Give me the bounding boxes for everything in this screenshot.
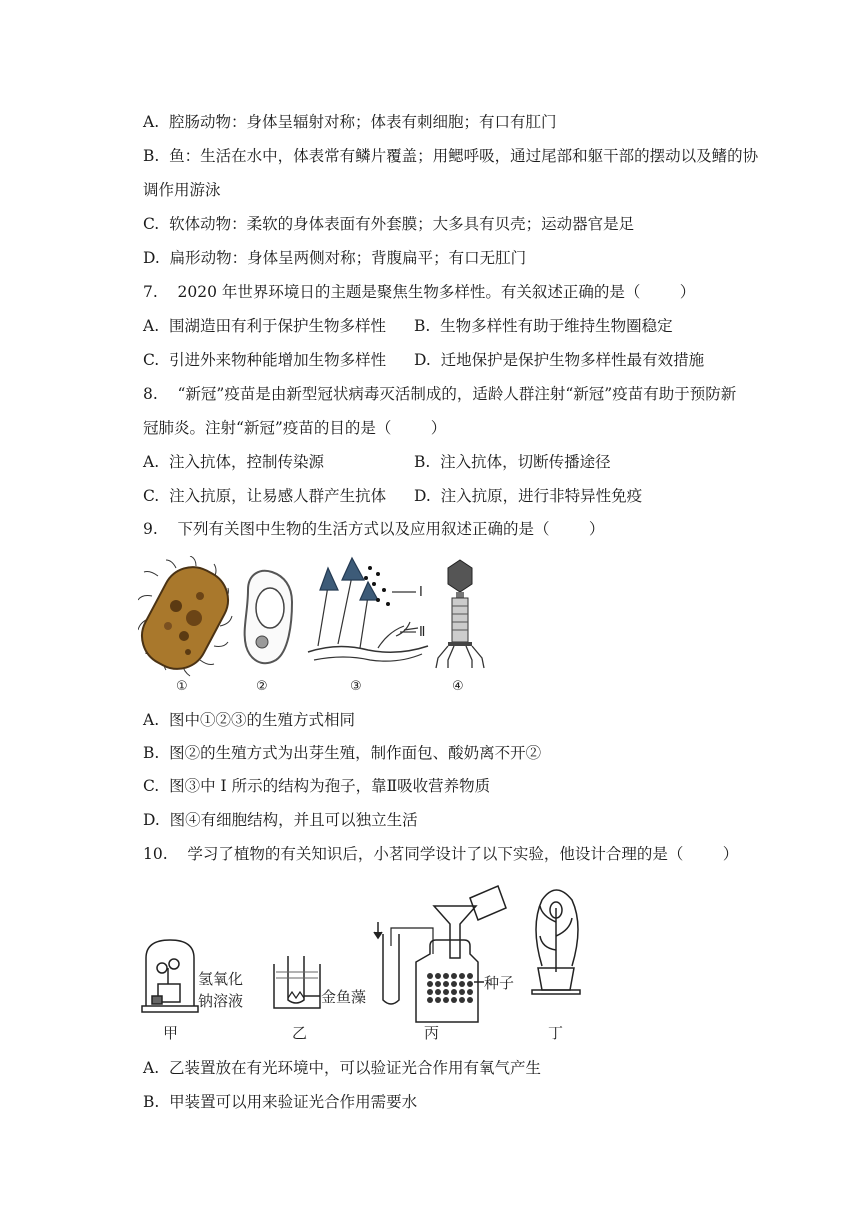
figure-label-4: ④	[452, 679, 464, 694]
q9-stem: 9. 下列有关图中生物的生活方式以及应用叙述正确的是（ ）	[143, 520, 605, 538]
q9-option-b: B. 图②的生殖方式为出芽生殖，制作面包、酸奶离不开②	[143, 744, 542, 762]
q8-option-c: C. 注入抗原，让易感人群产生抗体	[143, 487, 387, 505]
q7-option-b: B. 生物多样性有助于维持生物圈稳定	[414, 317, 673, 335]
q6-option-d: D. 扁形动物：身体呈两侧对称；背腹扁平；有口无肛门	[143, 249, 527, 267]
q7-stem: 7. 2020 年世界环境日的主题是聚焦生物多样性。有关叙述正确的是（ ）	[143, 283, 696, 301]
apparatus-bing	[374, 886, 506, 1022]
q10-option-b: B. 甲装置可以用来验证光合作用需要水	[143, 1093, 418, 1111]
q7-option-a: A. 围湖造田有利于保护生物多样性	[143, 317, 386, 335]
caption-ding: 丁	[548, 1024, 564, 1042]
q9-option-d: D. 图④有细胞结构，并且可以独立生活	[143, 811, 418, 829]
q8-option-a: A. 注入抗体，控制传染源	[143, 453, 324, 471]
mold-illustration	[308, 558, 428, 661]
caption-bing: 丙	[424, 1024, 440, 1042]
q9-option-a: A. 图中①②③的生殖方式相同	[143, 711, 355, 729]
apparatus-ding	[532, 890, 580, 994]
caption-jia: 甲	[163, 1024, 179, 1042]
apparatus-yi	[274, 956, 320, 1008]
figure-label-1: ①	[176, 679, 188, 694]
q6-option-c: C. 软体动物：柔软的身体表面有外套膜；大多具有贝壳；运动器官是足	[143, 215, 635, 233]
label-seed: 种子	[484, 974, 515, 992]
q10-option-a: A. 乙装置放在有光环境中，可以验证光合作用有氧气产生	[143, 1059, 541, 1077]
q10-figure	[138, 876, 598, 1046]
q6-option-b-line1: B. 鱼：生活在水中，体表常有鳞片覆盖；用鳃呼吸，通过尾部和躯干部的摆动以及鳍的协	[143, 147, 759, 165]
caption-yi: 乙	[292, 1024, 308, 1042]
q10-stem: 10. 学习了植物的有关知识后，小茗同学设计了以下实验，他设计合理的是（ ）	[143, 845, 739, 863]
q9-figure	[138, 556, 498, 698]
q6-option-a: A. 腔肠动物：身体呈辐射对称；体表有刺细胞；有口有肛门	[143, 113, 557, 131]
bacterium-illustration	[138, 556, 239, 679]
structure-mark-I: I	[419, 585, 423, 600]
q8-stem-line1: 8. “新冠”疫苗是由新型冠状病毒灭活制成的，适龄人群注射“新冠”疫苗有助于预防新	[143, 385, 737, 403]
bacteriophage-illustration	[436, 560, 484, 668]
figure-label-3: ③	[350, 679, 362, 694]
label-naoh-2: 钠溶液	[198, 992, 244, 1010]
apparatus-jia	[142, 940, 198, 1012]
label-naoh-1: 氢氧化	[198, 970, 244, 988]
q8-stem-line2: 冠肺炎。注射“新冠”疫苗的目的是（ ）	[143, 419, 447, 437]
q9-option-c: C. 图③中 I 所示的结构为孢子，靠Ⅱ吸收营养物质	[143, 777, 491, 795]
q7-option-d: D. 迁地保护是保护生物多样性最有效措施	[414, 351, 705, 369]
figure-label-2: ②	[256, 679, 268, 694]
structure-mark-II: Ⅱ	[419, 625, 426, 640]
q8-option-b: B. 注入抗体，切断传播途径	[414, 453, 611, 471]
q6-option-b-line2: 调作用游泳	[143, 181, 221, 199]
q8-option-d: D. 注入抗原，进行非特异性免疫	[414, 487, 643, 505]
yeast-illustration	[245, 571, 292, 663]
q7-option-c: C. 引进外来物种能增加生物多样性	[143, 351, 387, 369]
label-algae: 金鱼藻	[321, 988, 367, 1006]
